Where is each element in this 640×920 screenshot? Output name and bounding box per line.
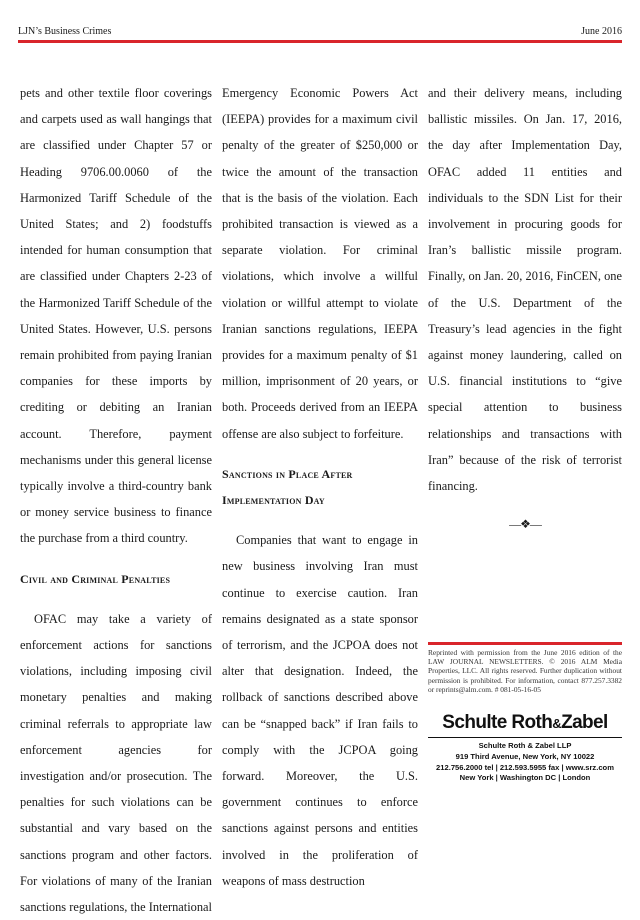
firm-address: 919 Third Avenue, New York, NY 10022 bbox=[455, 751, 595, 761]
issue-date: June 2016 bbox=[581, 26, 622, 37]
end-ornament: —❖— bbox=[509, 517, 541, 532]
paragraph: Companies that want to engage in new business involving Iran must continue to exercise caution. Iran remains designated as a state sponsor of terrorism, and the JCPOA does not alter that designation. Indeed, the rollback of sanctions described above can be “snapped back” if Iran fails to comply with the JCPOA going forward. Moreover, the U.S. government continues to enforce sanctions against persons and entities involved in the proliferation of weapons of mass destruction bbox=[222, 533, 418, 888]
column-2 bbox=[222, 80, 418, 894]
header-rule bbox=[18, 40, 622, 43]
firm-offices: New York | Washington DC | London bbox=[459, 773, 591, 783]
firm-logo: Schulte Roth&Zabel bbox=[442, 712, 608, 733]
column-3 bbox=[428, 80, 622, 537]
firm-phones: 212.756.2000 tel | 212.593.5955 fax | www.srz.com bbox=[436, 762, 614, 772]
reprint-notice: Reprinted with permission from the June 2016 edition of the LAW JOURNAL NEWSLETTERS. © 2016 ALM Media Properties, LLC. All rights reserved. Further duplication without permission is prohibited. For information, contact 877.257.3382 or reprints@alm.com. # 081-05-16-05 bbox=[428, 648, 622, 694]
paragraph: and their delivery means, including ballistic missiles. On Jan. 17, 2016, the day after Implementation Day, OFAC added 11 entities and individuals to the SDN List for their involvement in procuring goods for Iran’s ballistic missile program. Finally, on Jan. 20, 2016, FinCEN, one of the U.S. Department of the Treasury’s lead agencies in the fight against money laundering, called on U.S. financial institutions to “give special attention to business relationships and transactions with Iran” because of the risk of terrorist financing. bbox=[428, 86, 622, 494]
firm-name: Schulte Roth & Zabel LLP bbox=[478, 741, 572, 750]
logo-rule bbox=[428, 737, 622, 738]
paragraph: Emergency Economic Powers Act (IEEPA) provides for a maximum civil penalty of the greater of $250,000 or twice the amount of the transaction that is the basis of the violation. Each prohibited transaction is viewed as a separate violation. For criminal violations, which involve a willful violation or willful attempt to violate Iranian sanctions regulations, IEEPA provides for a maximum penalty of $1 million, imprisonment of 20 years, or both. Proceeds derived from an IEEPA offense are also subject to forfeiture. bbox=[222, 86, 418, 441]
column-1 bbox=[20, 80, 212, 920]
publication-name: LJN’s Business Crimes bbox=[18, 26, 112, 37]
running-header bbox=[18, 26, 622, 40]
reprint-rule bbox=[428, 642, 622, 645]
paragraph: OFAC may take a variety of enforcement actions for sanctions violations, including imposing civil monetary penalties and making criminal referrals to appropriate law enforcement agencies for investigation and/or prosecution. The penalties for such violations can be substantial and vary based on the sanctions program and other factors. For violations of many of the Iranian sanctions regulations, the International bbox=[20, 611, 213, 915]
section-heading-sanctions: Sanctions in Place After Implementation Day bbox=[222, 466, 353, 508]
firm-contact-block bbox=[428, 741, 622, 784]
section-heading-penalties: Civil and Criminal Penalties bbox=[20, 571, 171, 586]
paragraph: pets and other textile floor coverings and carpets used as wall hangings that are classified under Chapter 57 or Heading 9706.00.0060 of the Harmonized Tariff Schedule of the United States; and 2) foodstuffs intended for human consumption that are classified under Chapters 2-23 of the Harmonized Tariff Schedule of the United States. However, U.S. persons remain prohibited from paying Iranian companies for these imports by crediting or debiting an Iranian account. Therefore, payment mechanisms under this general license typically involve a third-country bank or money service business to finance the purchase from a third country. bbox=[20, 86, 212, 546]
